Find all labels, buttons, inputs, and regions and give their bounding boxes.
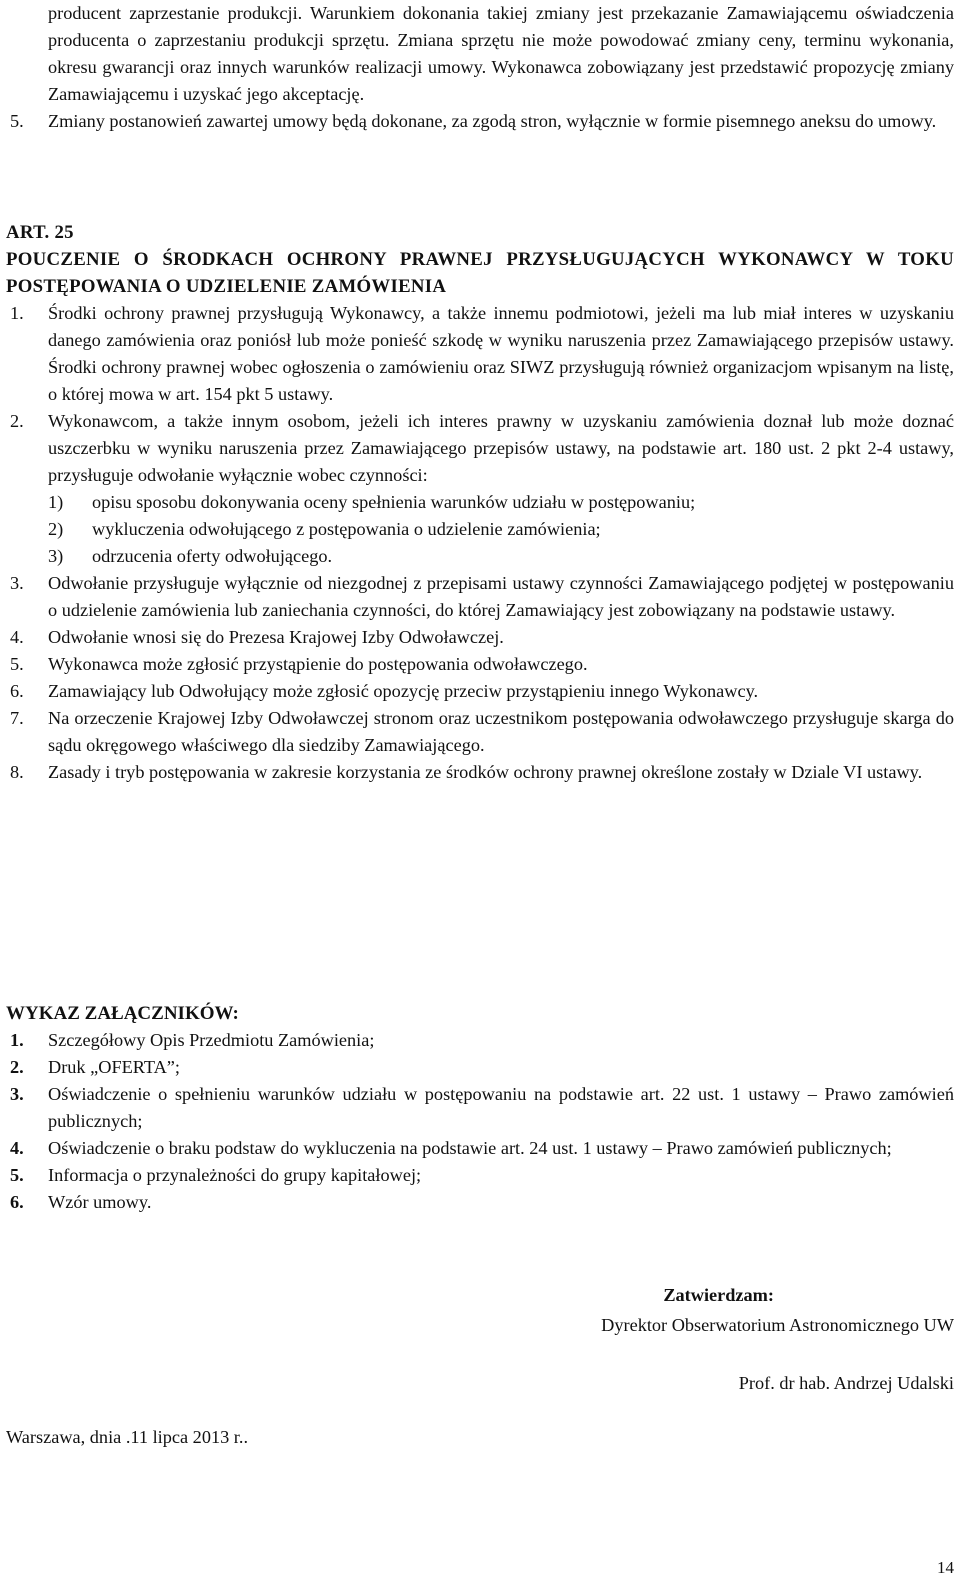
list-item (6, 759, 954, 786)
article-label: ART. 25 (6, 222, 74, 243)
item-number: 1. (10, 1030, 24, 1050)
item-text: Wzór umowy. (48, 1192, 152, 1212)
item-number: 6. (10, 1192, 24, 1212)
intro-section (6, 0, 954, 135)
item-number: 3. (10, 573, 24, 593)
attachment-item (6, 1189, 954, 1216)
page-number: 14 (937, 1558, 954, 1577)
item-text: Oświadczenie o braku podstaw do wykluczenia na podstawie art. 24 ust. 1 ustawy – Prawo zamówień publicznych; (48, 1138, 892, 1158)
approval-label: Zatwierdzam: (663, 1285, 774, 1305)
list-item (6, 705, 954, 759)
intro-item-5 (6, 108, 954, 135)
item-text: Zasady i tryb postępowania w zakresie korzystania ze środków ochrony prawnej określone zostały w Dziale VI ustawy. (48, 762, 923, 782)
item-text: Informacja o przynależności do grupy kapitałowej; (48, 1165, 422, 1185)
list-item (6, 624, 954, 651)
list-item (6, 300, 954, 408)
article-heading: POUCZENIE O ŚRODKACH OCHRONY PRAWNEJ PRZYSŁUGUJĄCYCH WYKONAWCY W TOKU POSTĘPOWANIA O UDZIELENIE ZAMÓWIENIA (6, 249, 954, 297)
attachment-item (6, 1081, 954, 1135)
sub-list-item (48, 489, 954, 516)
attachments-heading: WYKAZ ZAŁĄCZNIKÓW: (6, 1003, 239, 1024)
attachment-item (6, 1027, 954, 1054)
item-number: 1) (48, 492, 64, 512)
approval-name: Prof. dr hab. Andrzej Udalski (738, 1373, 954, 1393)
item-text: Środki ochrony prawnej przysługują Wykonawcy, a także innemu podmiotowi, jeżeli ma lub miał interes w uzyskaniu danego zamówienia oraz poniósł lub może ponieść szkodę w wyniku naruszenia przez Zamawiającego przepisów ustawy. Środki ochrony prawnej wobec ogłoszenia o zamówieniu oraz SIWZ przysługują również organizacjom wpisanym na listę, o której mowa w art. 154 pkt 5 ustawy. (48, 303, 954, 404)
attachments-section (6, 1000, 954, 1216)
sub-list (6, 489, 954, 570)
item-number: 2. (10, 1057, 24, 1077)
item-number: 4. (10, 1138, 24, 1158)
item-number: 6. (10, 681, 24, 701)
item-number: 5. (10, 654, 24, 674)
item-text: Wykonawcom, a także innym osobom, jeżeli ich interes prawny w uzyskaniu zamówienia doznał lub może doznać uszczerbku w wyniku naruszenia przez Zamawiającego przepisów ustawy, na podstawie art. 180 ust. 2 pkt 2-4 ustawy, przysługuje odwołanie wyłącznie wobec czynności: (48, 411, 954, 485)
item-number: 3. (10, 1084, 24, 1104)
item-text: Na orzeczenie Krajowej Izby Odwoławczej stronom oraz uczestnikom postępowania odwoławczego przysługuje skarga do sądu okręgowego właściwego dla siedziby Zamawiającego. (48, 708, 954, 755)
item-text: Druk „OFERTA”; (48, 1057, 180, 1077)
attachment-item (6, 1135, 954, 1162)
item-text: Wykonawca może zgłosić przystąpienie do postępowania odwoławczego. (48, 654, 588, 674)
sub-list-item (48, 543, 954, 570)
sub-list-item (48, 516, 954, 543)
item-text: odrzucenia oferty odwołującego. (92, 546, 333, 566)
item-number: 3) (48, 546, 64, 566)
attachment-item (6, 1054, 954, 1081)
item-text: Oświadczenie o spełnieniu warunków udziału w postępowaniu na podstawie art. 22 ust. 1 ustawy – Prawo zamówień publicznych; (48, 1084, 954, 1131)
art25-section (6, 219, 954, 786)
list-item (6, 651, 954, 678)
list-item (6, 408, 954, 489)
approval-position: Dyrektor Obserwatorium Astronomicznego UW (601, 1315, 954, 1335)
item-number: 1. (10, 303, 24, 323)
item-text: Zmiany postanowień zawartej umowy będą dokonane, za zgodą stron, wyłącznie w formie pisemnego aneksu do umowy. (48, 111, 937, 131)
item-text: Zamawiający lub Odwołujący może zgłosić opozycję przeciw przystąpieniu innego Wykonawcy. (48, 681, 759, 701)
art25-list (6, 300, 954, 786)
approval-section (6, 1282, 954, 1397)
item-number: 2. (10, 411, 24, 431)
item-number: 5. (10, 1165, 24, 1185)
item-text: Odwołanie wnosi się do Prezesa Krajowej Izby Odwoławczej. (48, 627, 504, 647)
item-number: 5. (10, 111, 24, 131)
intro-paragraph: producent zaprzestanie produkcji. Warunkiem dokonania takiej zmiany jest przekazanie Zamawiającemu oświadczenia producenta o zaprzestaniu produkcji sprzętu. Zmiana sprzętu nie może powodować zmiany ceny, terminu wykonania, okresu gwarancji oraz innych warunków realizacji umowy. Wykonawca zobowiązany jest przedstawić propozycję zmiany Zamawiającemu i uzyskać jego akceptację. (48, 3, 954, 104)
item-number: 8. (10, 762, 24, 782)
item-text: Odwołanie przysługuje wyłącznie od niezgodnej z przepisami ustawy czynności Zamawiającego podjętej w postępowaniu o udzielenie zamówienia lub zaniechania czynności, do której Zamawiający jest zobowiązany na podstawie ustawy. (48, 573, 954, 620)
list-item (6, 678, 954, 705)
item-text: Szczegółowy Opis Przedmiotu Zamówienia; (48, 1030, 375, 1050)
item-number: 4. (10, 627, 24, 647)
item-number: 7. (10, 708, 24, 728)
item-text: wykluczenia odwołującego z postępowania o udzielenie zamówienia; (92, 519, 601, 539)
attachment-item (6, 1162, 954, 1189)
item-number: 2) (48, 519, 64, 539)
place-date: Warszawa, dnia .11 lipca 2013 r.. (6, 1427, 249, 1447)
item-text: opisu sposobu dokonywania oceny spełnienia warunków udziału w postępowaniu; (92, 492, 696, 512)
list-item (6, 570, 954, 624)
